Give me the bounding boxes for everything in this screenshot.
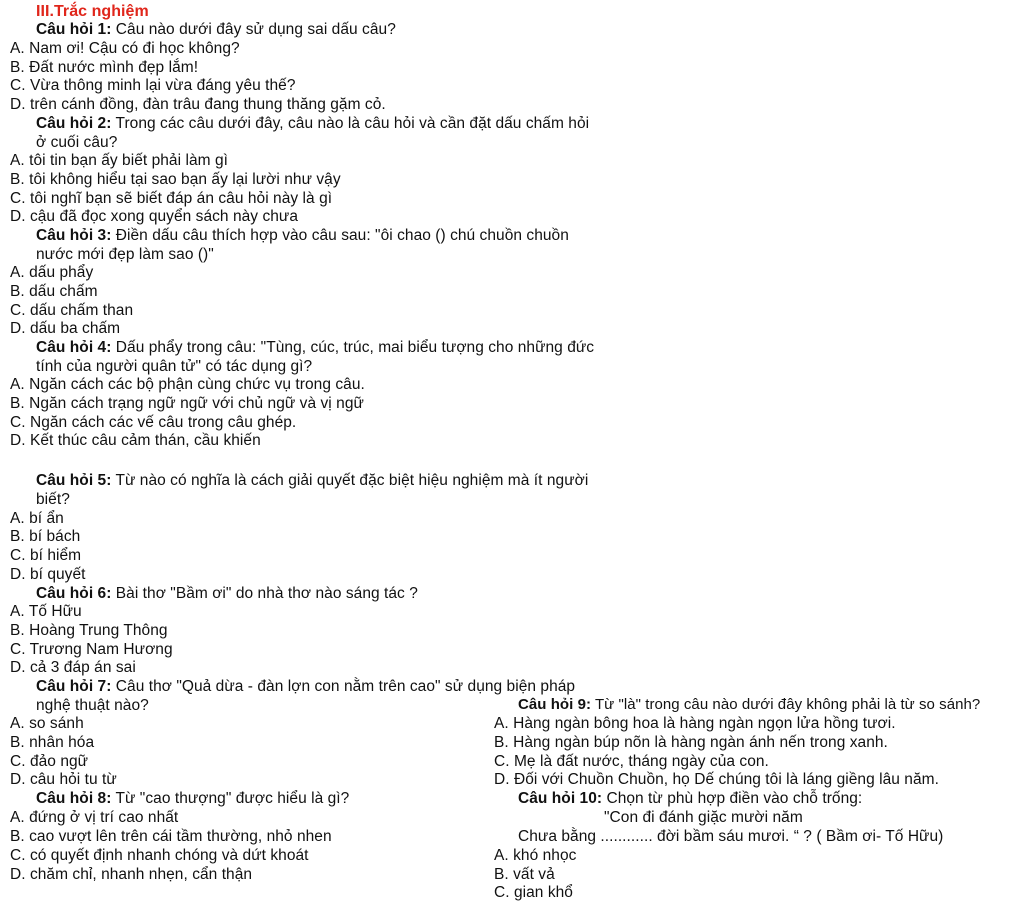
q10-option-c: C. gian khổ xyxy=(494,884,573,901)
q2-option-c: C. tôi nghĩ bạn sẽ biết đáp án câu hỏi này là gì xyxy=(10,190,333,207)
q8-option-c: C. có quyết định nhanh chóng và dứt khoát xyxy=(10,847,309,864)
question-1-text: Câu nào dưới đây sử dụng sai dấu câu? xyxy=(111,21,396,38)
question-10-label: Câu hỏi 10: xyxy=(518,790,603,807)
question-7-label: Câu hỏi 7: xyxy=(36,678,112,695)
question-6-label: Câu hỏi 6: xyxy=(36,585,112,602)
question-2-text-line1: Trong các câu dưới đây, câu nào là câu hỏi và cần đặt dấu chấm hỏi xyxy=(111,115,590,132)
q3-option-b: B. dấu chấm xyxy=(10,283,98,300)
question-4-label: Câu hỏi 4: xyxy=(36,339,112,356)
q4-option-a: A. Ngăn cách các bộ phận cùng chức vụ trong câu. xyxy=(10,376,365,393)
q6-option-a: A. Tố Hữu xyxy=(10,603,82,620)
question-2-text-line2: ở cuối câu? xyxy=(36,134,118,151)
question-4 xyxy=(36,339,594,357)
question-5-text-line1: Từ nào có nghĩa là cách giải quyết đặc biệt hiệu nghiệm mà ít người xyxy=(111,472,589,489)
q1-option-d: D. trên cánh đồng, đàn trâu đang thung thăng gặm cỏ. xyxy=(10,96,386,113)
q5-option-d: D. bí quyết xyxy=(10,566,86,583)
q7-option-a: A. so sánh xyxy=(10,715,84,732)
q1-option-c: C. Vừa thông minh lại vừa đáng yêu thế? xyxy=(10,77,296,94)
q10-option-a: A. khó nhọc xyxy=(494,847,577,864)
question-4-text-line1: Dấu phẩy trong câu: "Tùng, cúc, trúc, mai biểu tượng cho những đức xyxy=(111,339,595,356)
q10-poem-line2: Chưa bằng ............ đời bầm sáu mươi. “ ? ( Bầm ơi- Tố Hữu) xyxy=(518,828,944,845)
q4-option-d: D. Kết thúc câu cảm thán, cầu khiến xyxy=(10,432,261,449)
q10-option-b: B. vất vả xyxy=(494,866,555,883)
question-9-label: Câu hỏi 9: xyxy=(518,696,592,713)
question-5-label: Câu hỏi 5: xyxy=(36,472,112,489)
q10-poem-line1: "Con đi đánh giặc mười năm xyxy=(604,809,803,826)
q8-option-b: B. cao vượt lên trên cái tầm thường, nhỏ nhen xyxy=(10,828,332,845)
q9-option-b: B. Hàng ngàn búp nõn là hàng ngàn ánh nến trong xanh. xyxy=(494,734,888,751)
question-3-text-line1: Điền dấu câu thích hợp vào câu sau: "ôi chao () chú chuồn chuồn xyxy=(111,227,569,244)
question-5 xyxy=(36,472,588,490)
question-7-text-line1: Câu thơ "Quả dừa - đàn lợn con nằm trên cao" sử dụng biện pháp xyxy=(111,678,576,695)
q5-option-a: A. bí ẩn xyxy=(10,510,64,527)
q8-option-a: A. đứng ở vị trí cao nhất xyxy=(10,809,179,826)
question-6-text: Bài thơ "Bầm ơi" do nhà thơ nào sáng tác ? xyxy=(111,585,418,602)
q3-option-a: A. dấu phẩy xyxy=(10,264,94,281)
question-2 xyxy=(36,115,589,133)
q1-option-b: B. Đất nước mình đẹp lắm! xyxy=(10,59,199,76)
q1-option-a: A. Nam ơi! Cậu có đi học không? xyxy=(10,40,240,57)
question-3 xyxy=(36,227,569,245)
section-title: III.Trắc nghiệm xyxy=(36,3,149,20)
question-5-text-line2: biết? xyxy=(36,491,70,508)
question-7-text-line2: nghệ thuật nào? xyxy=(36,697,149,714)
q3-option-d: D. dấu ba chấm xyxy=(10,320,121,337)
q9-option-d: D. Đối với Chuồn Chuồn, họ Dế chúng tôi là láng giềng lâu năm. xyxy=(494,771,939,788)
question-3-text-line2: nước mới đẹp làm sao ()" xyxy=(36,246,214,263)
question-10 xyxy=(518,790,862,808)
q2-option-a: A. tôi tin bạn ấy biết phải làm gì xyxy=(10,152,228,169)
q5-option-b: B. bí bách xyxy=(10,528,81,545)
q9-option-c: C. Mẹ là đất nước, tháng ngày của con. xyxy=(494,753,769,770)
question-8-label: Câu hỏi 8: xyxy=(36,790,112,807)
q5-option-c: C. bí hiểm xyxy=(10,547,82,564)
question-1 xyxy=(36,21,396,39)
question-9-text: Từ "là" trong câu nào dưới đây không phải là từ so sánh? xyxy=(591,696,981,713)
q7-option-b: B. nhân hóa xyxy=(10,734,95,751)
q7-option-d: D. câu hỏi tu từ xyxy=(10,771,117,788)
question-1-label: Câu hỏi 1: xyxy=(36,21,112,38)
q4-option-c: C. Ngăn cách các vế câu trong câu ghép. xyxy=(10,414,297,431)
question-8 xyxy=(36,790,349,808)
q7-option-c: C. đảo ngữ xyxy=(10,753,89,770)
q2-option-d: D. cậu đã đọc xong quyển sách này chưa xyxy=(10,208,299,225)
question-7 xyxy=(36,678,575,696)
q4-option-b: B. Ngăn cách trạng ngữ ngữ với chủ ngữ và vị ngữ xyxy=(10,395,364,412)
question-8-text: Từ "cao thượng" được hiểu là gì? xyxy=(111,790,350,807)
question-9 xyxy=(518,696,980,714)
q2-option-b: B. tôi không hiểu tại sao bạn ấy lại lười như vậy xyxy=(10,171,341,188)
q8-option-d: D. chăm chỉ, nhanh nhẹn, cẩn thận xyxy=(10,866,253,883)
q3-option-c: C. dấu chấm than xyxy=(10,302,134,319)
q6-option-b: B. Hoàng Trung Thông xyxy=(10,622,168,639)
question-3-label: Câu hỏi 3: xyxy=(36,227,112,244)
q6-option-c: C. Trương Nam Hương xyxy=(10,641,173,658)
question-4-text-line2: tính của người quân tử" có tác dụng gì? xyxy=(36,358,313,375)
q6-option-d: D. cả 3 đáp án sai xyxy=(10,659,136,676)
question-10-text: Chọn từ phù hợp điền vào chỗ trống: xyxy=(602,790,863,807)
question-2-label: Câu hỏi 2: xyxy=(36,115,112,132)
question-6 xyxy=(36,585,418,603)
q9-option-a: A. Hàng ngàn bông hoa là hàng ngàn ngọn lửa hồng tươi. xyxy=(494,715,896,732)
